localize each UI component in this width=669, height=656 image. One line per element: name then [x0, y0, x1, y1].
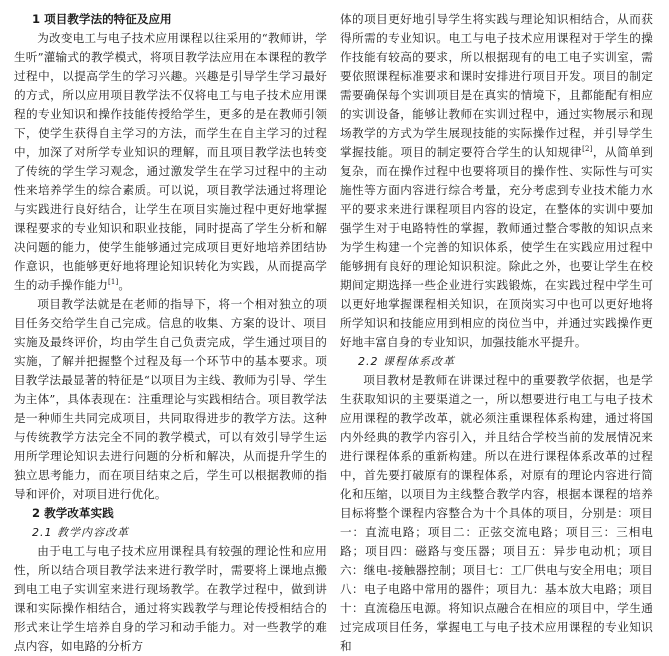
subsection-2-1-paragraph-continued: [340, 10, 653, 352]
subsection-2-1-paragraph: 由于电工与电子技术应用课程具有较强的理论性和应用性，所以结合项目教学法来进行教学时，需要将上课地点搬到电工电子实训室来进行现场教学。在教学过程中，做到讲课和实际操作相结合，通过将实践教学与理论传授相结合的形式来让学生培养自身的学习和动手能力。对一些教学的难点内容，如电路的分析方: [14, 544, 327, 653]
paragraph-text-cont: ，从简单到复杂，而在操作过程中也要将项目的操作性、实际性与可实施性等方面内容进行综合考量，充分考虑到专业技术能力水平的要求来进行课程项目内容的设定，在整体的实训中要加强学生对于电路特性的掌握，教师通过整合零散的知识点来为学生构建一个完善的知识体系，使学生在实践应用过程中能够拥有良好的理论知识积淀。除此之外，也要让学生在校期间定期选择一些企业进行实践锻炼，在实践过程中学生可以更好地掌握课程相关知识，在顶岗实习中也可以更好地将所学知识和技能应用到相应的岗位当中，并通过实践操作更好地丰富自身的专业知识，加强技能水平提升。: [340, 145, 653, 349]
subsection-2-2-paragraph: 项目教材是教师在讲课过程中的重要教学依据，也是学生获取知识的主要渠道之一，所以想要进行电工与电子技术应用课程的教学改革，就必须注重课程体系构建，通过将国内外经典的教学内容引入，并且结合学校当前的发展情况来进行课程体系的重新构建。所以在进行课程体系改革的过程中，首先要打破原有的课程体系，对原有的理论内容进行简化和压缩，以项目为主线整合教学内容，根据本课程的培养目标将整个课程内容整合为十个具体的项目，分别是：项目一：直流电路；项目二：正弦交流电路；项目三：三相电路；项目四：磁路与变压器；项目五：异步电动机；项目六：继电-接触器控制；项目七：工厂供电与安全用电；项目八：电子电路中常用的器件；项目九：基本放大电路；项目十：直流稳压电源。将知识点融合在相应的项目中，学生通过完成项目任务，掌握电工与电子技术应用课程的专业知识和: [340, 373, 653, 653]
paragraph-end: 。: [118, 278, 131, 292]
section-1-paragraph-1: [14, 29, 327, 295]
subsection-2-1-heading: 2.1 教学内容改革: [32, 526, 129, 539]
section-1-paragraph-2: 项目教学法就是在老师的指导下，将一个相对独立的项目任务交给学生自己完成。信息的收集、方案的设计、项目实施及最终评价，均由学生自己负责完成，学生通过项目的实施，了解并把握整个过程及每一个环节中的基本要求。项目教学法最显著的特征是“以项目为主线、教师为引导、学生为主体”，具体表现在：注重理论与实践相结合。项目教学法是一种师生共同完成项目，共同取得进步的教学方法。这种与传统教学方法完全不同的教学模式，可以有效引导学生运用所学理论知识去进行问题的分析和解决，从而提升学生的独立思考能力，而在项目结束之后，学生可以根据教师的指导和评价，对项目进行优化。: [14, 297, 327, 501]
section-1-heading: 1 项目教学法的特征及应用: [32, 12, 172, 26]
paragraph-text: 为改变电工与电子技术应用课程以往采用的“教师讲，学生听”灌输式的教学模式，将项目教学法应用在本课程的教学过程中，以提高学生的学习兴趣。兴趣是引导学生学习最好的方式，所以应用项目教学法不仅将电工与电子技术应用课程的专业知识和操作技能传授给学生，更多的是在教师引领下，使学生获得自主学习的方法，而学生在自主学习的过程中，加深了对所学专业知识的理解，而且项目教学法也转变了传统的学生学习观念，通过激发学生在学习过程中的主动性来培养学生的综合素质。可以说，项目教学法通过将理论与实践进行良好结合，让学生在项目实施过程中更好地掌握课程要求的专业知识和职业技能，同时提高了学生分析和解决问题的能力，使学生能够通过完成项目更好地培养团结协作意识，也能够更好地将理论知识转化为实践，从而提高学生的动手操作能力: [14, 31, 327, 292]
right-column: [340, 10, 653, 656]
citation-1: [1]: [107, 278, 119, 287]
paragraph-text: 体的项目更好地引导学生将实践与理论知识相结合，从而获得所需的专业知识。电工与电子技术应用课程对于学生的操作技能有较高的要求，所以根据现有的电工电子实训室，需要依照课程标准要求和课时安排进行项目开发。项目的制定需要确保每个实训项目是在真实的情境下，且都能配有相应的实训设备，能够让教师在实训过程中，通过实物展示和现场教学的方式为学生展现技能的实际操作过程，并引导学生掌握技能。项目的制定要符合学生的认知规律: [340, 12, 653, 159]
subsection-2-2-heading: 2.2 课程体系改革: [358, 355, 455, 368]
section-2-heading: 2 教学改革实践: [32, 506, 114, 520]
left-column: [14, 10, 327, 656]
citation-2: [2]: [582, 145, 593, 154]
